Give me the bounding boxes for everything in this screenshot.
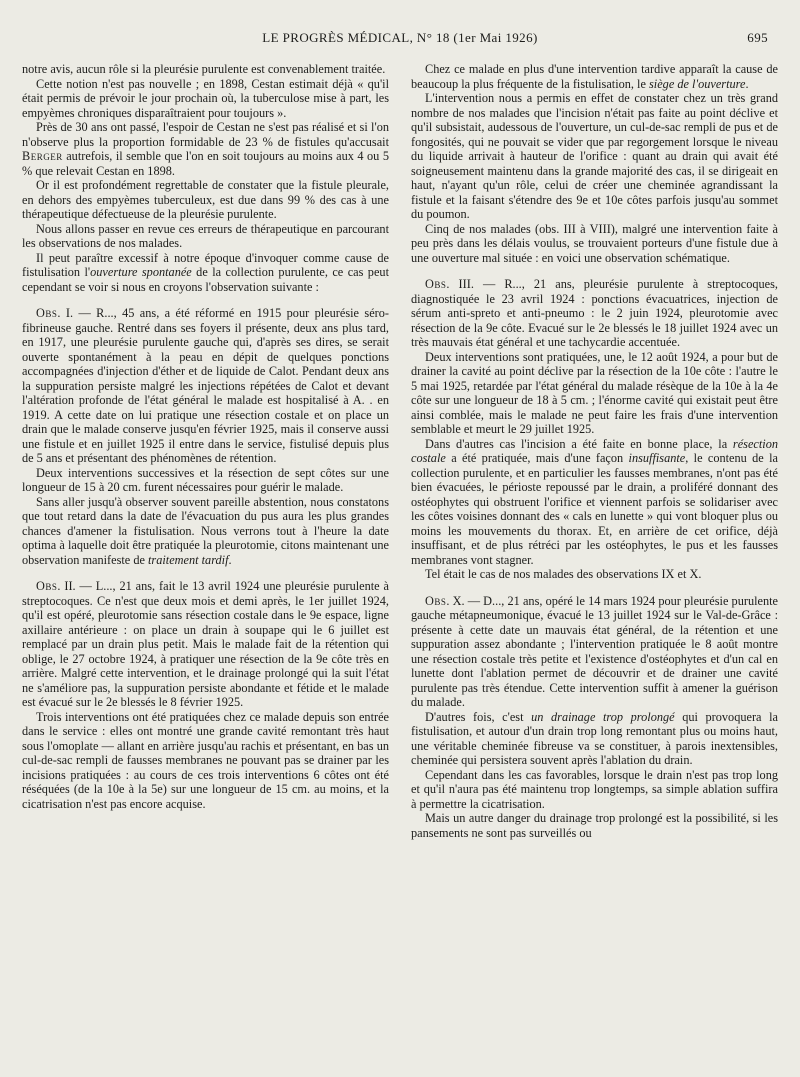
paragraph-text: . II. — L..., 21 ans, fait le 13 avril 1924 une pleurésie purulente à streptocoques. Ce n'est que deux mois et demi après, le 1er juillet 1924, qu'il est opéré, pleurotomie sans résection costale dans le 9e espace, ligne axillaire antérieure : on place un drain à soupape qui le 6 juillet est remplacé par un drain plus petit. Mais le malade fait de la rétention qui oblige, le 27 octobre 1924, à pratiquer une résection de la 9e côte très en arrière. Malgré cette intervention, et le drainage prolongé qui la suit l'état ne s'améliore pas, la suppuration persiste abondante et fétide et le malade est évacué sur le 2e blessés le 8 février 1925. [22, 579, 389, 709]
paragraph-text: a été pratiquée, mais d'une façon [445, 451, 629, 465]
italic-text: résection costale [411, 436, 778, 465]
italic-text: siège de l'ouverture [649, 76, 746, 91]
body-paragraph [411, 91, 778, 222]
small-caps-text: Obs [36, 306, 58, 320]
body-paragraph [22, 178, 389, 222]
paragraph-text: Trois interventions ont été pratiquées chez ce malade depuis son entrée dans le service : elles ont montré une grande cavité remontant très haut sous l'omoplate — allant en arrière jusqu'au rachis et présentant, en bas un cul-de-sac rempli de fausses membranes ne pouvant pas se drainer par les incisions pratiquées : au cours de ces trois interventions 6 côtes ont été réséquées (de la 10e à la 5e) sur une longueur de 15 cm. au moins, et la cicatrisation n'est pas encore acquise. [22, 709, 389, 811]
running-title: LE PROGRÈS MÉDICAL, N° 18 (1er Mai 1926) [262, 30, 538, 45]
italic-text: insuffisante [628, 451, 686, 465]
paragraph-text: . I. — R..., 45 ans, a été réformé en 1915 pour pleurésie séro-fibrineuse gauche. Rentré dans ses foyers il présente, deux ans plus tard, en 1917, une pleurésie purulente gauche qui, d'après ses dires, se serait ouverte spontanément à la peau en dépit de quelques ponctions accompagnées d'injection d'éther et de liquide de Calot. Pendant deux ans la suppuration persiste malgré les injections répétées de Calot et devant l'altération profonde de l'état général le malade est hospitalisé à A. . en 1919. A cette date on lui pratique une résection costale et on place un drain que le malade conserve jusqu'en février 1925, mais il conserve aussi une fistule et en juillet 1925 il entre dans le service, fistulisé depuis plus de 5 ans et présentant des phénomènes de rétention. [22, 306, 389, 465]
paragraph-text: D'autres fois, c'est [425, 709, 532, 724]
paragraph-text: , le contenu de la collection purulente, et en particulier les fausses membranes, n'ont pas été bien évacuées, le périoste repoussé par le drain, a proliféré donnant des ostéophytes qui obstruent l'orifice et viennent parfois se solidariser avec les côtes voisines donnant des « cals en lunette » qui vont bloquer plus ou moins les mouvements du thorax. Et, en arrière de cet orifice, déjà insuffisant, et de plus rétréci par les ostéophytes, le pus et les fausses membranes vont stagner. [411, 451, 778, 567]
paragraph-text: Deux interventions successives et la résection de sept côtes sur une longueur de 15 à 20 cm. furent nécessaires pour guérir le malade. [22, 465, 389, 494]
observation-paragraph [411, 277, 778, 350]
paragraph-text: Sans aller jusqu'à observer souvent pareille abstention, nous constatons que tout retard dans la date de l'évacuation du pus aura les plus grandes chances d'amener la fistulisation. Nous verrons tout à l'heure la date optima à laquelle doit être pratiquée la pleurotomie, citons maintenant une observation manifeste de [22, 494, 389, 567]
paragraph-text: Cinq de nos malades (obs. III à VIII), malgré une intervention faite à peu près dans les délais voulus, se trouvaient porteurs d'une fistule due à une ouverture mal située : en voici une observation schématique. [411, 221, 778, 265]
paragraph-text: . [745, 76, 749, 91]
body-paragraph [22, 77, 389, 121]
paragraph-text: Dans d'autres cas l'incision a été faite en bonne place, la [425, 436, 733, 451]
small-caps-text: Obs [36, 579, 58, 593]
paragraph-text: Cette notion n'est pas nouvelle ; en 1898, Cestan estimait déjà « qu'il était permis de prévoir le jour prochain où, la tuberculose mise à part, les empyèmes chroniques disparaîtraient pour toujours ». [22, 76, 389, 120]
body-paragraph [22, 710, 389, 812]
observation-paragraph [411, 594, 778, 710]
body-paragraph [22, 222, 389, 251]
body-paragraph [22, 251, 389, 295]
left-column [22, 62, 389, 1057]
paragraph-text: Tel était le cas de nos malades des observations IX et X. [425, 567, 702, 581]
italic-text: un drainage trop prolongé [531, 709, 675, 724]
body-paragraph [411, 567, 778, 582]
paragraph-text: Il peut paraître excessif à notre époque d'invoquer comme cause de fistulisation l' [22, 250, 389, 279]
paragraph-text: L'intervention nous a permis en effet de constater chez un très grand nombre de nos malades que l'incision n'était pas faite au point déclive et qu'il subsistait, audessous de l'ouverture, un cul-de-sac rempli de pus et de fongosités, qui ne pouvait se vider que par regorgement lorsque le niveau du liquide arrivait à hauteur de l'orifice : quant au drain qui avait été soigneusement maintenu dans la grande majorité des cas, il se dirigeait en haut, n'ayant qu'un rôle, celui de créer une cheminée agrandissant la fistule et la faisant s'étendre des 9e et 10e côtes parfois jusqu'au sommet du poumon. [411, 91, 778, 221]
observation-paragraph [22, 579, 389, 710]
body-paragraph [22, 62, 389, 77]
body-paragraph [22, 120, 389, 178]
paragraph-text: autrefois, il semble que l'on en soit toujours au moins aux 4 ou 5 % que relevait Cestan en 1898. [22, 149, 389, 178]
paragraph-text: Nous allons passer en revue ces erreurs de thérapeutique en parcourant les observations de nos malades. [22, 221, 389, 250]
small-caps-text: Obs [425, 277, 447, 291]
paragraph-text: qui provoquera la fistulisation, et autour d'un drain trop long remontant plus ou moins haut, une véritable cheminée fibreuse va se constituer, à parois inextensibles, cheminée qui persistera souvent après l'ablation du drain. [411, 709, 778, 767]
paragraph-text: Deux interventions sont pratiquées, une, le 12 août 1924, a pour but de drainer la cavité au point déclive par la résection de la 10e côte : l'autre le 5 mai 1925, retardée par l'état général du malade résèque de la 10e à la 4e côte sur une longueur de 18 à 5 cm. ; l'énorme cavité qui existait peut être ainsi comblée, mais le malade ne peut faire les frais d'une intervention semblable et meurt le 29 juillet 1925. [411, 349, 778, 436]
body-paragraph [411, 768, 778, 812]
paragraph-text: . [228, 552, 232, 567]
body-paragraph [411, 437, 778, 568]
small-caps-text: Berger [22, 149, 63, 163]
paragraph-text: Cependant dans les cas favorables, lorsque le drain n'est pas trop long et qu'il n'aura pas été maintenu trop longtemps, sa simple ablation suffira à permettre la cicatrisation. [411, 767, 778, 811]
body-paragraph [22, 495, 389, 568]
body-paragraph [411, 222, 778, 266]
body-paragraph [411, 811, 778, 840]
body-paragraph [22, 466, 389, 495]
italic-text: traitement tardif [148, 552, 229, 567]
body-paragraph [411, 710, 778, 768]
right-column [411, 62, 778, 1057]
body-paragraph [411, 62, 778, 91]
paragraph-text: . X. — D..., 21 ans, opéré le 14 mars 1924 pour pleurésie purulente gauche métapneumonique, évacué le 13 juillet 1924 sur le Val-de-Grâce : présente à cette date un mauvais état général, de la rétention et une suppuration assez abondante ; l'intervention pratiquée le 8 août montre une résection costale très petite et l'existence d'ostéophytes et d'un cal en lunette dont l'ablation permet de découvrir et de drainer une cavité purulente pas très étendue. Cette intervention suffit à amener la guérison du malade. [411, 593, 778, 709]
page-number: 695 [747, 30, 768, 45]
paragraph-text: Mais un autre danger du drainage trop prolongé est la possibilité, si les pansements ne sont pas surveillés ou [411, 811, 778, 840]
paragraph-text: Près de 30 ans ont passé, l'espoir de Cestan ne s'est pas réalisé et si l'on n'observe plus la proportion formidable de 23 % de fistules qu'accusait [22, 120, 389, 149]
body-paragraph [411, 350, 778, 437]
paragraph-text: de la collection purulente, ce cas peut cependant se voir si nous en croyons l'observation suivante : [22, 265, 389, 294]
observation-paragraph [22, 306, 389, 466]
paragraph-text: notre avis, aucun rôle si la pleurésie purulente est convenablement traitée. [22, 62, 386, 76]
paragraph-text: Chez ce malade en plus d'une intervention tardive apparaît la cause de beaucoup la plus fréquente de la fistulisation, le [411, 62, 778, 91]
two-column-body [22, 62, 778, 1057]
running-header [22, 30, 778, 50]
paragraph-text: Or il est profondément regrettable de constater que la fistule pleurale, en dehors des empyèmes tuberculeux, est due dans 99 % des cas à une thérapeutique défectueuse de la pleurésie purulente. [22, 178, 389, 221]
paragraph-text: . III. — R..., 21 ans, pleurésie purulente à streptocoques, diagnostiquée le 23 avril 1924 : ponctions évacuatrices, injection de sérum anti-spreto et anti-pneumo : le 2 juin 1924, pleurotomie avec résection de la 9e côte. Evacué sur le 2e blessés le 18 juillet 1924 avec un très mauvais état général et une tachycardie accentuée. [411, 277, 778, 349]
italic-text: ouverture spontanée [90, 265, 192, 279]
small-caps-text: Obs [425, 593, 447, 608]
